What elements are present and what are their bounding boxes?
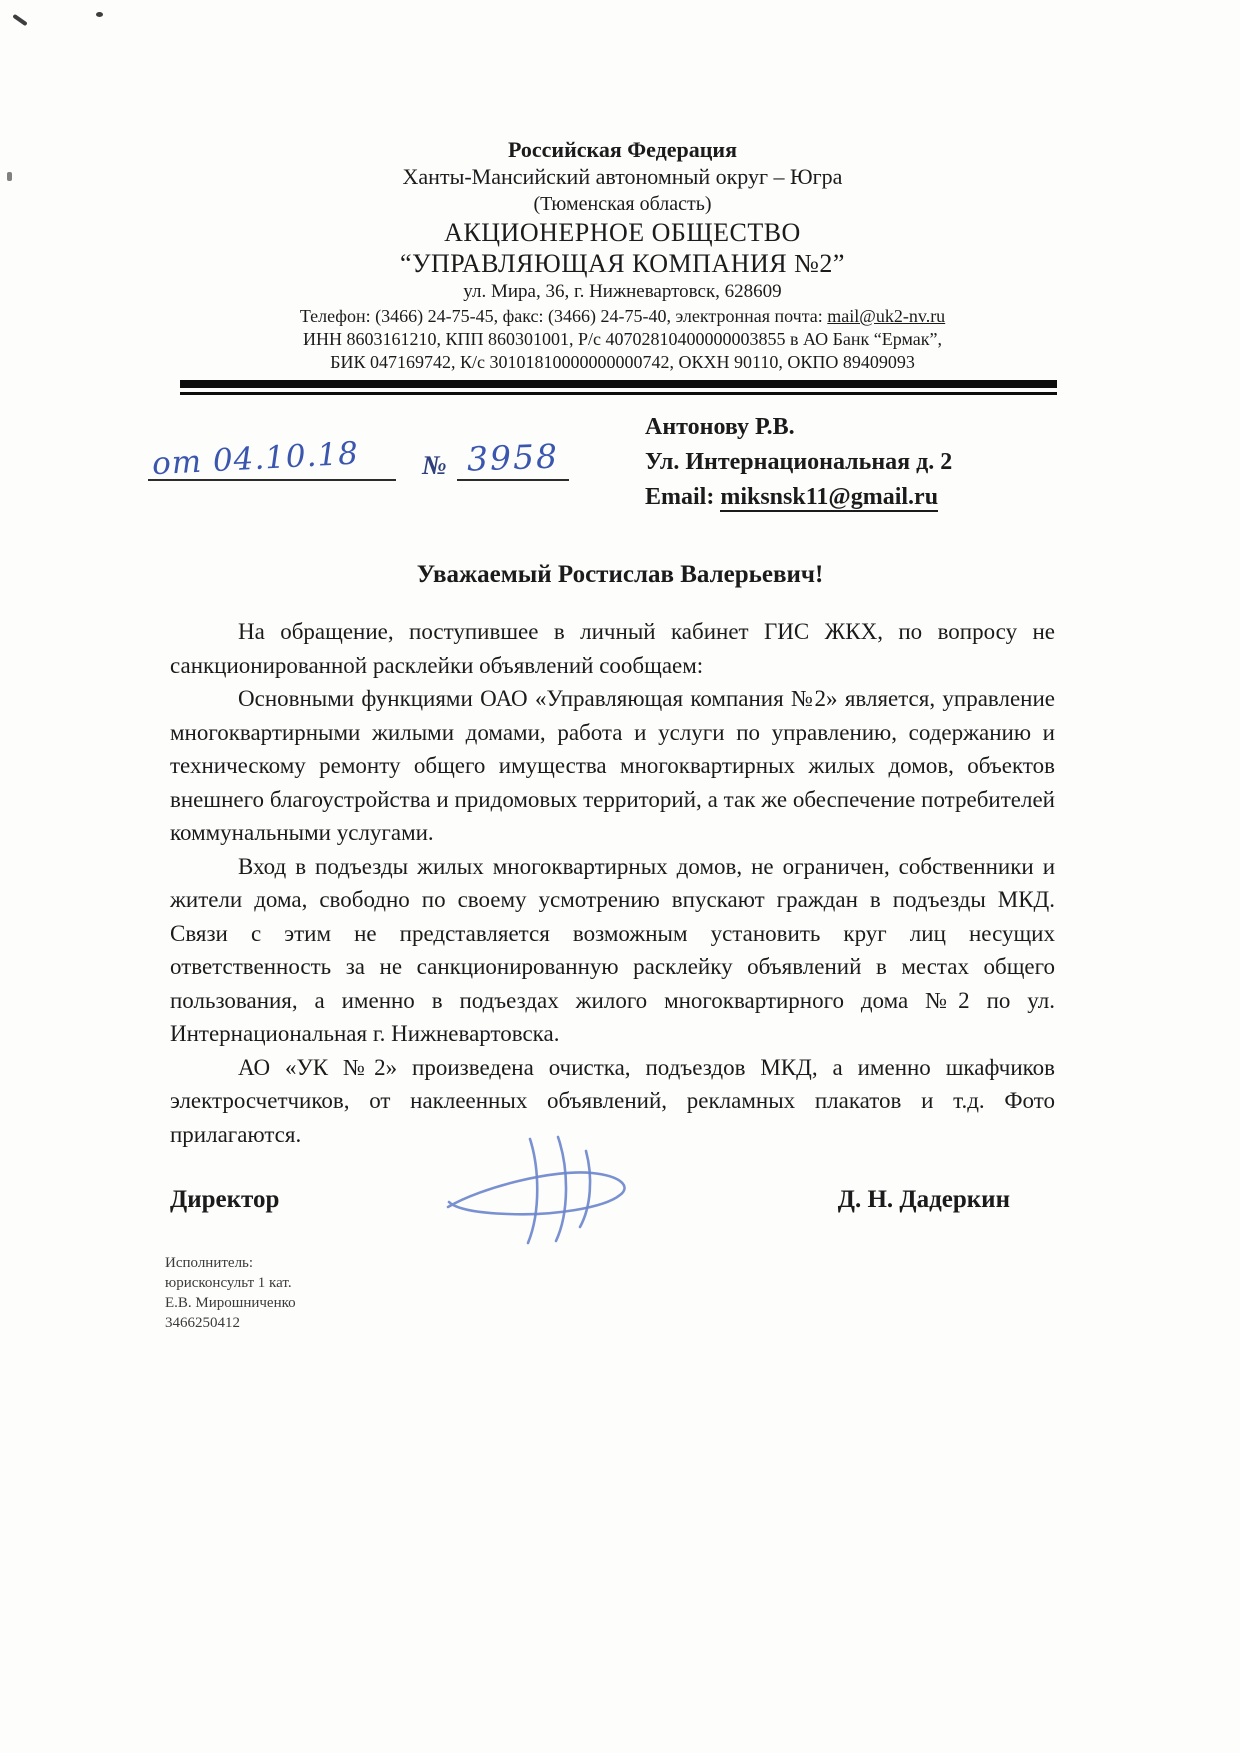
recipient-block bbox=[645, 410, 1100, 515]
letterhead-org-type: АКЦИОНЕРНОЕ ОБЩЕСТВО bbox=[444, 218, 801, 247]
executor-label: Исполнитель: bbox=[165, 1255, 254, 1271]
letterhead-email: mail@uk2-nv.ru bbox=[827, 306, 946, 326]
date-field bbox=[148, 435, 396, 483]
letterhead-requisites-1: ИНН 8603161210, КПП 860301001, Р/с 40702810400000003855 в АО Банк “Ермак”, bbox=[302, 329, 942, 349]
letterhead bbox=[180, 0, 1065, 374]
scan-artifact bbox=[12, 14, 27, 26]
paragraph-1: На обращение, поступившее в личный кабинет ГИС ЖКХ, по вопросу не санкционированной расклейки объявлений сообщаем: bbox=[170, 619, 1055, 678]
letterhead-contacts bbox=[180, 305, 1065, 328]
paragraph-2: Основными функциями ОАО «Управляющая компания №2» является, управление многоквартирными жилыми домами, работа и услуги по управлению, содержанию и техническому ремонту общего имущества многоквартирных жилых домов, объектов внешнего благоустройства и придомовых территорий, а так же обеспечение потребителей коммунальными услугами. bbox=[170, 686, 1055, 845]
scan-artifact bbox=[96, 12, 103, 17]
reference-and-recipient bbox=[148, 410, 1100, 515]
letterhead-divider bbox=[180, 380, 1057, 395]
paragraph-3: Вход в подъезды жилых многоквартирных домов, не ограничен, собственники и жители дома, свободно по своему усмотрению впускают граждан в подъезды МКД. Связи с этим не представляется возможным установить круг лиц несущих ответственность за не санкционированную расклейку объявлений в местах общего пользования, а именно в подъездах жилого многоквартирного дома №2 по ул. Интернациональная г. Нижневартовска. bbox=[170, 853, 1055, 1046]
signature-row bbox=[170, 1177, 1010, 1223]
handwritten-number: 3958 bbox=[466, 436, 560, 479]
letterhead-region-sub: (Тюменская область) bbox=[533, 193, 712, 215]
number-field bbox=[457, 438, 569, 481]
letter-body bbox=[170, 615, 1055, 1151]
letterhead-requisites-2: БИК 047169742, К/с 30101810000000000742, ОКХН 90110, ОКПО 89409093 bbox=[330, 352, 915, 372]
executor-block bbox=[165, 1253, 1240, 1333]
letterhead-org-name: “УПРАВЛЯЮЩАЯ КОМПАНИЯ №2” bbox=[400, 249, 845, 278]
executor-position: юрисконсульт 1 кат. bbox=[165, 1275, 292, 1291]
director-signature bbox=[279, 1177, 837, 1223]
salutation: Уважаемый Ростислав Валерьевич! bbox=[416, 561, 824, 588]
recipient-email-line bbox=[645, 480, 1100, 515]
recipient-address: Ул. Интернациональная д. 2 bbox=[645, 449, 953, 475]
recipient-email-label: Email: bbox=[645, 484, 721, 510]
signer-position: Директор bbox=[170, 1186, 280, 1213]
letterhead-country: Российская Федерация bbox=[507, 137, 738, 162]
scan-artifact bbox=[7, 172, 12, 181]
reference-fields bbox=[148, 410, 645, 515]
letterhead-contacts-text: Телефон: (3466) 24-75-45, факс: (3466) 24-75-40, электронная почта: bbox=[299, 306, 828, 326]
letterhead-region: Ханты-Мансийский автономный округ – Югра bbox=[402, 164, 843, 189]
recipient-email: miksnsk11@gmail.ru bbox=[720, 484, 939, 510]
executor-name: Е.В. Мирошниченко bbox=[165, 1295, 296, 1311]
paragraph-4: АО «УК №2» произведена очистка, подъездов МКД, а именно шкафчиков электросчетчиков, от наклеенных объявлений, рекламных плакатов и т.д. Фото прилагаются. bbox=[170, 1054, 1055, 1147]
executor-phone: 3466250412 bbox=[165, 1315, 240, 1331]
number-label: № bbox=[422, 450, 447, 480]
signer-name: Д. Н. Дадеркин bbox=[837, 1186, 1010, 1213]
recipient-name: Антонову Р.В. bbox=[645, 414, 795, 440]
letterhead-address: ул. Мира, 36, г. Нижневартовск, 628609 bbox=[463, 281, 782, 302]
handwritten-date: от 04.10.18 bbox=[151, 435, 360, 483]
